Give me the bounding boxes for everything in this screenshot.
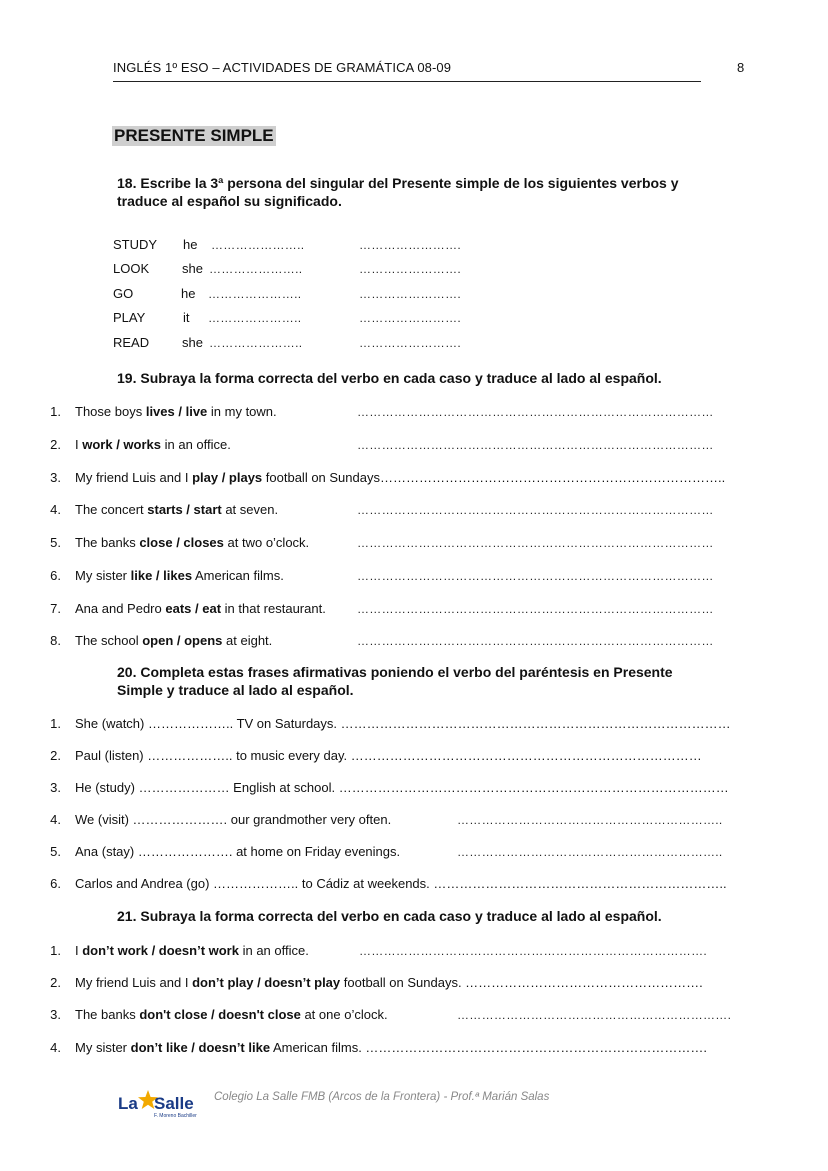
sentence-text: The concert (75, 502, 148, 517)
item-number: 8. (50, 633, 61, 648)
exercise-20-title-line2: Simple y traduce al lado al español. (117, 682, 354, 698)
sentence (75, 502, 278, 517)
translation-blank[interactable]: …………………………………………………………………………… (357, 438, 714, 452)
option-a[interactable]: like (130, 568, 153, 583)
logo-text-salle: Salle (154, 1094, 194, 1113)
option-separator: / (218, 470, 229, 485)
sentence-text: at eight. (222, 633, 273, 648)
item-number: 6. (50, 876, 61, 891)
sentence-text: The banks (75, 1007, 140, 1022)
option-separator: / (112, 437, 124, 452)
sentence-text: Those boys (75, 404, 146, 419)
item-number: 5. (50, 535, 61, 550)
option-b[interactable]: eat (202, 601, 222, 616)
translation-blank[interactable]: ……………………. (359, 311, 462, 325)
answer-blank[interactable]: ………………….. (211, 238, 305, 252)
translation-blank[interactable]: …………………………………………………………………………… (357, 569, 714, 583)
translation-blank[interactable]: …………………………………………………………………………… (357, 405, 714, 419)
header-title: INGLÉS 1º ESO – ACTIVIDADES DE GRAMÁTICA 08-09 (113, 60, 452, 75)
sentence-text: at two o’clock. (223, 535, 310, 550)
answer-blank[interactable]: ………………….. (209, 262, 303, 276)
translation-blank[interactable]: ……………………. (359, 238, 462, 252)
item-number: 6. (50, 568, 61, 583)
translation-blank[interactable]: ……………………. (359, 336, 462, 350)
option-a[interactable]: eats (165, 601, 192, 616)
item-number: 1. (50, 404, 61, 419)
sentence-text: at seven. (221, 502, 279, 517)
sentence (75, 975, 770, 990)
sentence-text: My sister (75, 568, 131, 583)
sentence (75, 601, 326, 616)
option-b[interactable]: start (193, 502, 222, 517)
answer-blank[interactable]: ………………….. (208, 287, 302, 301)
fill-in-sentence[interactable]: Paul (listen) ……………….. to music every day. ……………………………………………………………………… (75, 748, 702, 763)
option-a[interactable]: lives (145, 404, 175, 419)
item-number: 2. (50, 437, 61, 452)
option-separator: / (182, 502, 194, 517)
sentence (75, 1007, 388, 1022)
sentence-text: I (75, 437, 83, 452)
item-number: 5. (50, 844, 61, 859)
translation-blank[interactable]: ……………………………………………………….. (457, 813, 723, 827)
sentence-text: The school (75, 633, 143, 648)
verb-cell: LOOK (113, 261, 150, 276)
verb-cell: STUDY (113, 237, 158, 252)
pronoun-cell: he (183, 237, 198, 252)
option-a[interactable]: don’t work (82, 943, 148, 958)
sentence-text: in an office. (161, 437, 231, 452)
option-a[interactable]: starts (147, 502, 183, 517)
translation-blank[interactable]: …………………………………………………………………………… (357, 634, 714, 648)
option-separator: / (147, 943, 159, 958)
option-separator: / (253, 975, 265, 990)
sentence (75, 470, 775, 485)
translation-blank[interactable]: ……………………………………………………….. (457, 845, 723, 859)
option-separator: / (187, 1040, 199, 1055)
verb-cell: GO (113, 286, 134, 301)
answer-blank[interactable]: ………………….. (209, 336, 303, 350)
sentence-text: My friend Luis and I (75, 470, 193, 485)
section-title: PRESENTE SIMPLE (114, 126, 274, 145)
fill-in-sentence[interactable]: Carlos and Andrea (go) ……………….. to Cádiz at weekends. ………………………………………………………….. (75, 876, 727, 891)
option-a[interactable]: play (192, 470, 219, 485)
sentence-text: in an office. (238, 943, 309, 958)
option-b[interactable]: works (123, 437, 161, 452)
item-number: 4. (50, 1040, 61, 1055)
translation-blank[interactable]: …………………………………………………………………………… (357, 602, 714, 616)
sentence (75, 633, 272, 648)
exercise-18-title-line1: 18. Escribe la 3ª persona del singular del Presente simple de los siguientes verbos y (117, 175, 679, 191)
sentence-text: My sister (75, 1040, 131, 1055)
sentence-text: My friend Luis and I (75, 975, 193, 990)
item-number: 3. (50, 1007, 61, 1022)
option-b[interactable]: doesn’t work (158, 943, 239, 958)
option-a[interactable]: don't close (139, 1007, 208, 1022)
logo-text-la: La (118, 1094, 138, 1113)
option-b[interactable]: plays (228, 470, 263, 485)
item-number: 1. (50, 716, 61, 731)
pronoun-cell: she (182, 335, 203, 350)
verb-cell: PLAY (113, 310, 146, 325)
exercise-19-title: 19. Subraya la forma correcta del verbo en cada caso y traduce al lado al español. (117, 370, 662, 386)
exercise-18-title-line2: traduce al español su significado. (117, 193, 342, 209)
fill-in-sentence[interactable]: She (watch) ……………….. TV on Saturdays. ……………………………………………………………………………… (75, 716, 731, 731)
translation-blank[interactable]: ……………………. (359, 287, 462, 301)
fill-in-sentence[interactable]: He (study) ………………… English at school. ……………………………………………………………………………… (75, 780, 729, 795)
sentence-text: American films. (192, 568, 284, 583)
item-number: 2. (50, 975, 61, 990)
sentence (75, 943, 309, 958)
sentence (75, 437, 231, 452)
school-logo (118, 1089, 208, 1123)
option-b[interactable]: doesn't close (218, 1007, 301, 1022)
exercise-21-title: 21. Subraya la forma correcta del verbo en cada caso y traduce al lado al español. (117, 908, 662, 924)
option-separator: / (152, 568, 164, 583)
option-separator: / (207, 1007, 219, 1022)
header-rule (113, 81, 701, 82)
item-number: 4. (50, 502, 61, 517)
item-number: 2. (50, 748, 61, 763)
footer-credit: Colegio La Salle FMB (Arcos de la Frontera) - Prof.ª Marián Salas (214, 1091, 550, 1103)
item-number: 3. (50, 470, 61, 485)
sentence-text-with-blank[interactable]: football on Sundays…………………………………………………………………….. (262, 470, 726, 485)
logo-subtitle: F. Moreno Bachiller (154, 1113, 197, 1119)
exercise-20-title-line1: 20. Completa estas frases afirmativas poniendo el verbo del paréntesis en Presente (117, 664, 673, 680)
page-number: 8 (737, 60, 745, 75)
item-number: 4. (50, 812, 61, 827)
sentence-text: I (75, 943, 83, 958)
option-b[interactable]: live (185, 404, 208, 419)
option-b[interactable]: doesn’t like (198, 1040, 271, 1055)
translation-blank[interactable]: …………………………………………………………………………. (359, 944, 708, 958)
sentence-text: in my town. (207, 404, 277, 419)
pronoun-cell: he (181, 286, 196, 301)
sentence-text-with-blank[interactable]: American films. ……………………………………………………………………. (270, 1040, 708, 1055)
option-b[interactable]: closes (183, 535, 224, 550)
sentence (75, 568, 284, 583)
translation-blank[interactable]: …………………………………………………………. (457, 1008, 732, 1022)
option-a[interactable]: work (82, 437, 113, 452)
fill-in-sentence[interactable]: We (visit) …………………. our grandmother very often. (75, 812, 392, 827)
option-a[interactable]: don’t like (130, 1040, 188, 1055)
sentence-text-with-blank[interactable]: football on Sundays. ………………………………………………. (340, 975, 703, 990)
option-separator: / (191, 601, 203, 616)
translation-blank[interactable]: …………………………………………………………………………… (357, 536, 714, 550)
sentence-text: in that restaurant. (221, 601, 326, 616)
option-b[interactable]: opens (184, 633, 223, 648)
pronoun-cell: she (182, 261, 203, 276)
fill-in-sentence[interactable]: Ana (stay) …………………. at home on Friday evenings. (75, 844, 401, 859)
option-separator: / (173, 633, 185, 648)
sentence-text: The banks (75, 535, 140, 550)
translation-blank[interactable]: ……………………. (359, 262, 462, 276)
sentence-text: Ana and Pedro (75, 601, 166, 616)
option-a[interactable]: close (139, 535, 173, 550)
answer-blank[interactable]: ………………….. (208, 311, 302, 325)
sentence (75, 535, 309, 550)
item-number: 7. (50, 601, 61, 616)
option-b[interactable]: doesn’t play (264, 975, 341, 990)
option-a[interactable]: open (142, 633, 174, 648)
option-separator: / (172, 535, 184, 550)
sentence-text: at one o’clock. (300, 1007, 388, 1022)
verb-cell: READ (113, 335, 150, 350)
pronoun-cell: it (183, 310, 190, 325)
option-b[interactable]: likes (163, 568, 193, 583)
item-number: 3. (50, 780, 61, 795)
option-a[interactable]: don’t play (192, 975, 254, 990)
sentence (75, 1040, 770, 1055)
option-separator: / (174, 404, 186, 419)
translation-blank[interactable]: …………………………………………………………………………… (357, 503, 714, 517)
item-number: 1. (50, 943, 61, 958)
sentence (75, 404, 277, 419)
